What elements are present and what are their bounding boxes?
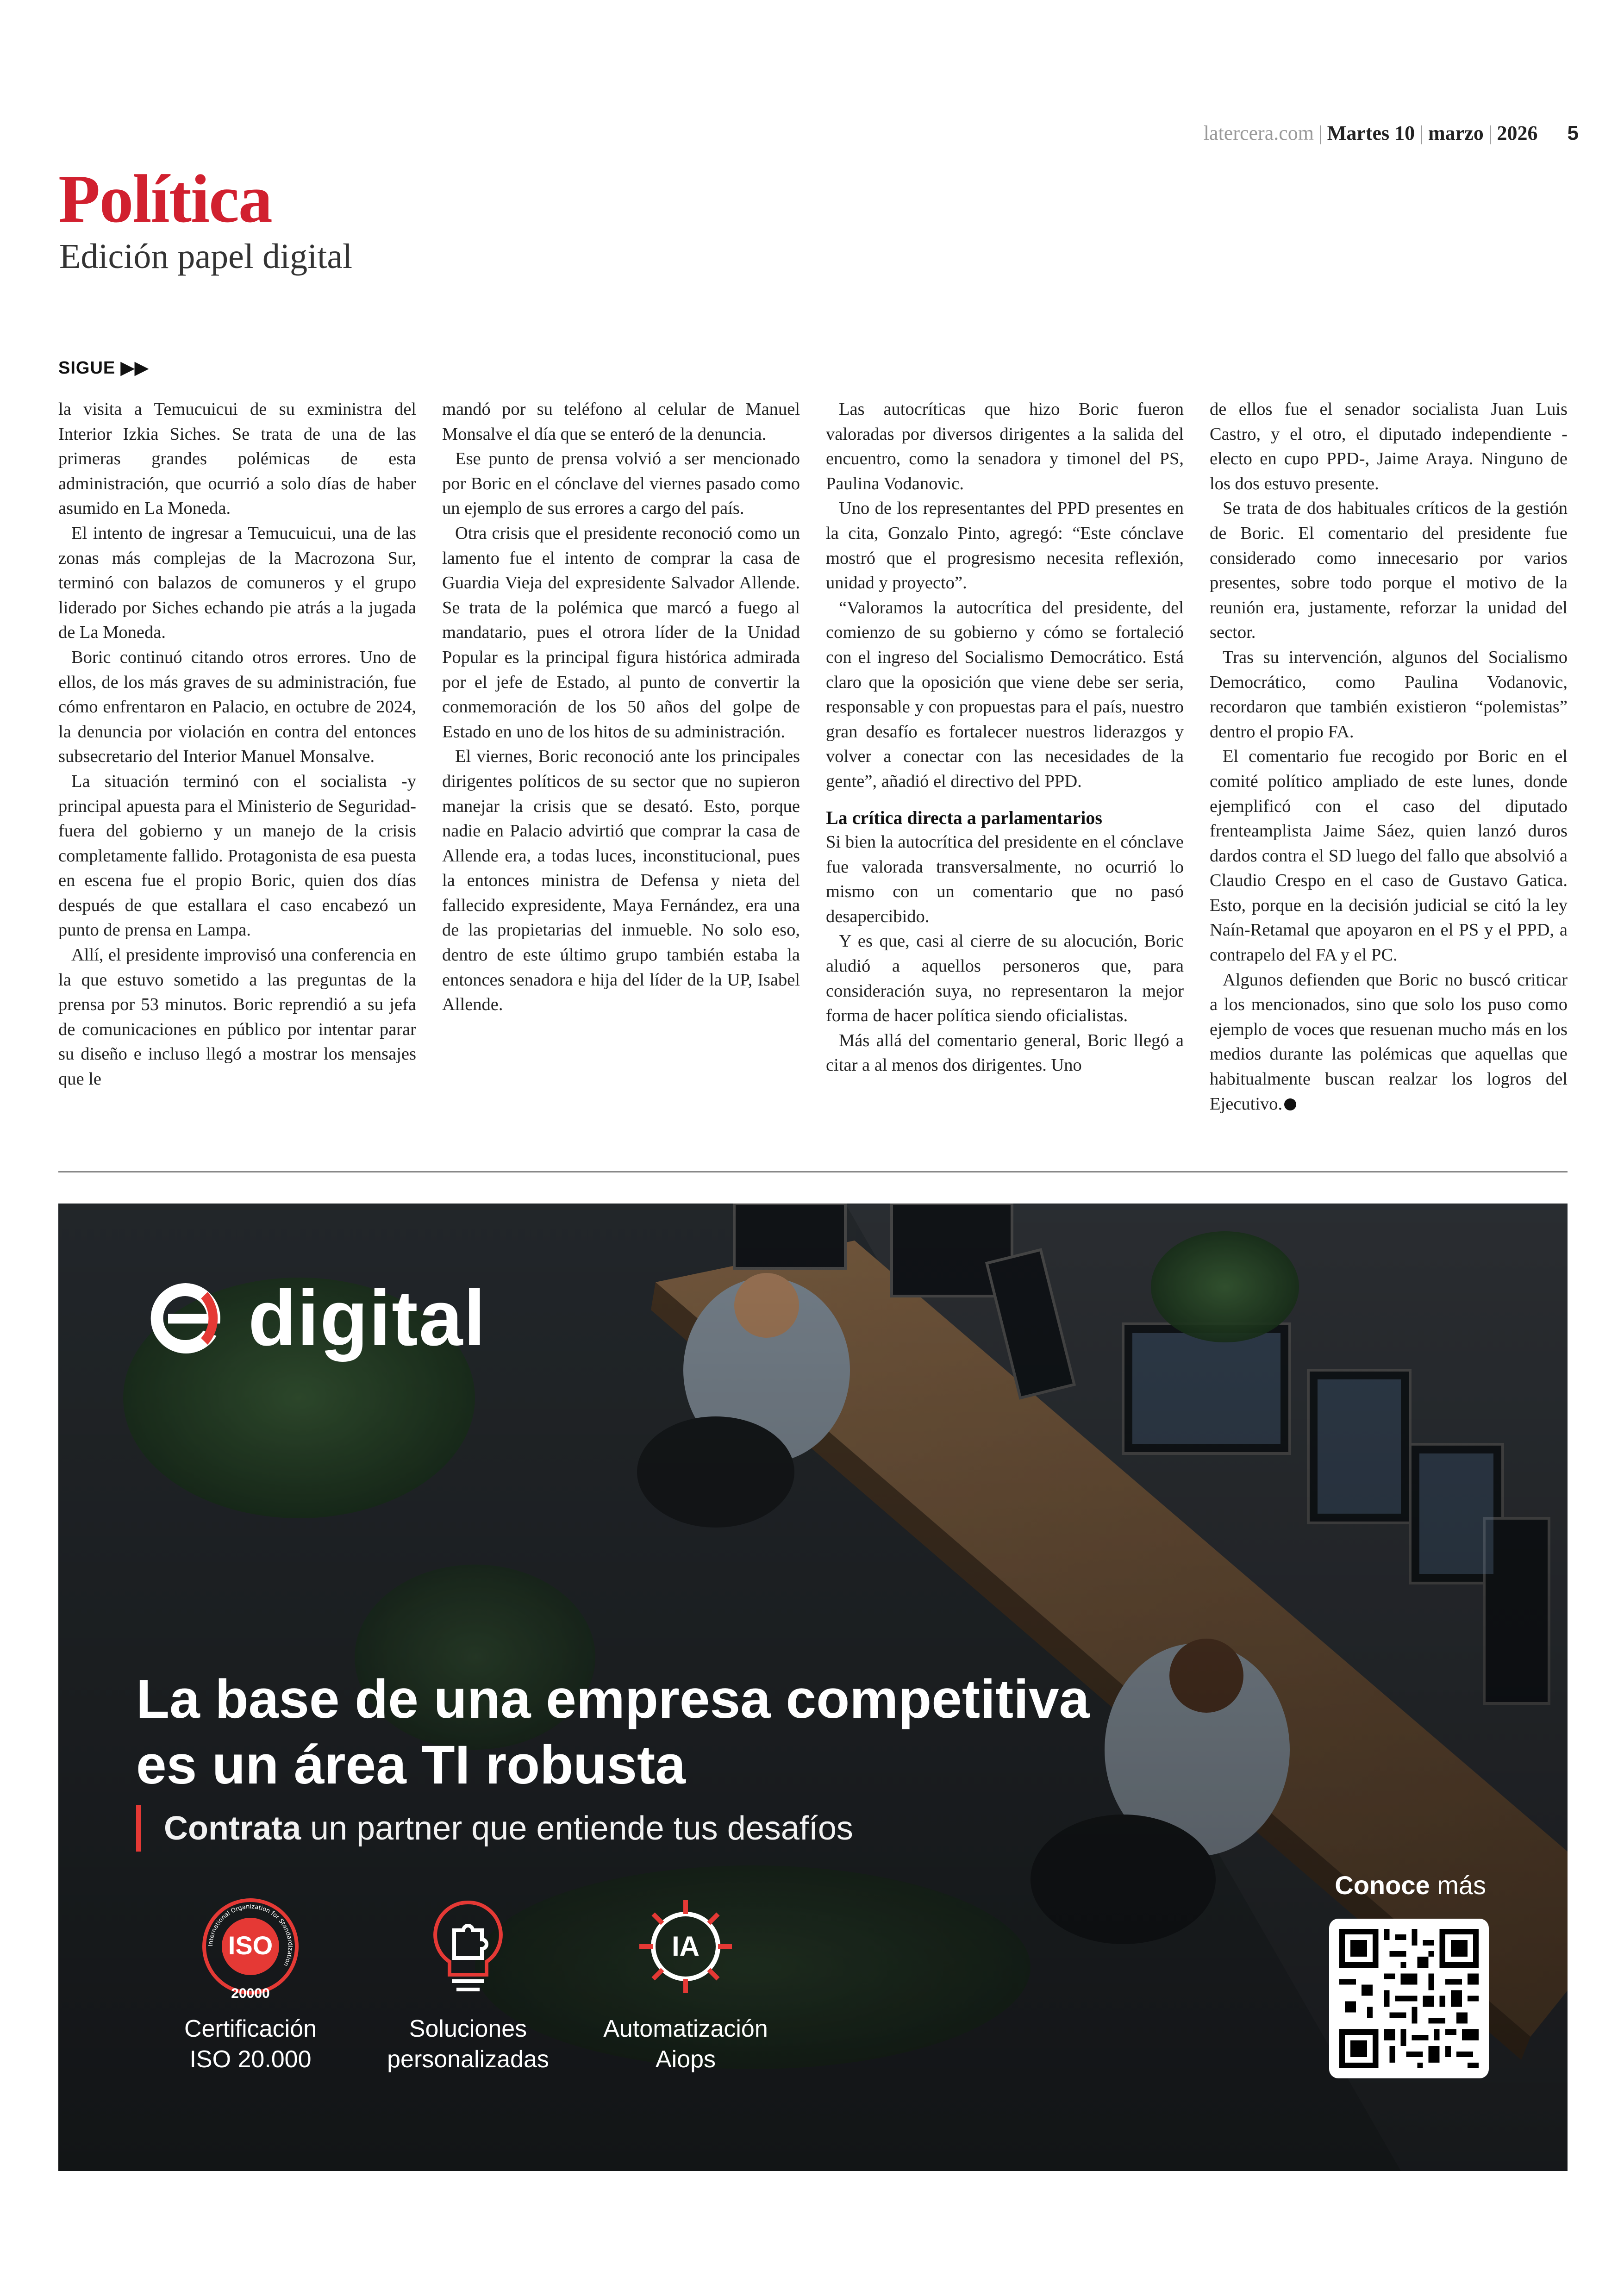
paragraph: El intento de ingresar a Temucuicui, una de las zonas más complejas de la Macrozona Sur, terminó con balazos de comuneros y el grupo liderado por Siches echando pie atrás a la jugada de La Moneda. xyxy=(58,523,416,642)
brand-logo xyxy=(142,1273,487,1364)
advertisement[interactable] xyxy=(58,1204,1568,2171)
ia-text: IA xyxy=(672,1931,700,1962)
paragraph: Más allá del comentario general, Boric llegó a citar a al menos dos dirigentes. Uno xyxy=(826,1030,1184,1075)
page-number: 5 xyxy=(1567,122,1579,144)
paragraph: Uno de los representantes del PPD presentes en la cita, Gonzalo Pinto, agregó: “Este cónclave mostró que el progresismo necesita reflexión, unidad y proyecto”. xyxy=(826,499,1184,593)
paragraph xyxy=(1210,968,1568,1117)
tagline-bold: Contrata xyxy=(164,1810,301,1847)
feature-label xyxy=(359,2014,577,2075)
paragraph: Boric continuó citando otros errores. Uno de ellos, de los más graves de su administración, fue cómo enfrentaron en Palacio, en octubre de 2024, la denuncia por violación en contra del entonces subsecretario del Interior Manuel Monsalve. xyxy=(58,647,416,767)
article-body xyxy=(58,397,1568,1147)
e-logo-icon xyxy=(142,1274,230,1362)
paragraph: Tras su intervención, algunos del Socialismo Democrático, como Paulina Vodanovic, recordaron que también existieron “polemistas” dentro el propio FA. xyxy=(1210,647,1568,742)
feature-label-line: personalizadas xyxy=(387,2046,549,2073)
ad-tagline xyxy=(136,1805,853,1852)
paragraph: Ese punto de prensa volvió a ser mencionado por Boric en el cónclave del viernes pasado como un ejemplo de sus errores a cargo del país. xyxy=(442,449,800,518)
paragraph: Otra crisis que el presidente reconoció como un lamento fue el intento de comprar la casa de Guardia Vieja del expresidente Salvador Allende. Se trata de la polémica que marcó a fuego al mandatario, pues el otrora líder de la Unidad Popular es la principal figura histórica admirada por el jefe de Estado, al punto de convertir la conmemoración de los 50 años del golpe de Estado en uno de los hitos de su administración. xyxy=(442,523,800,742)
end-mark-icon xyxy=(1284,1098,1296,1110)
paragraph: mandó por su teléfono al celular de Manuel Monsalve el día que se enteró de la denuncia. xyxy=(442,399,800,444)
feature-label xyxy=(577,2014,794,2075)
feature-label-line: Certificación xyxy=(184,2015,317,2042)
feature-label xyxy=(142,2014,359,2075)
paragraph: El viernes, Boric reconoció ante los principales dirigentes políticos de su sector que no supieron manejar la crisis que se desató. Esto, porque nadie en Palacio advirtió que comprar la casa de Allende era, a todas luces, inconstitucional, pues la entonces ministra de Defensa y nieta del fallecido expresidente, Maya Fernández, era una de las propietarias del inmueble. No solo eso, dentro de este último grupo también estaba la entonces senadora e hija del líder de la UP, Isabel Allende. xyxy=(442,747,800,1015)
article-column-3 xyxy=(826,397,1184,1147)
article-column-2 xyxy=(442,397,800,1147)
cta-label[interactable] xyxy=(1335,1870,1486,1900)
paragraph-text: Algunos defienden que Boric no buscó criticar a los mencionados, sino que solo los puso como ejemplo de voces que resuenan mucho más en los medios durante las polémicas que aquellas que habitualmente buscan realzar los logros del Ejecutivo. xyxy=(1210,970,1568,1114)
ad-features xyxy=(142,1889,794,2075)
section-subtitle: Edición papel digital xyxy=(59,237,353,276)
tagline-text: un partner que entiende tus desafíos xyxy=(301,1810,853,1847)
paragraph: Se trata de dos habituales críticos de la gestión de Boric. El comentario del presidente fue considerado como innecesario por varios presentes, sobre todo porque el motivo de la reunión era, justamente, reforzar la unidad del sector. xyxy=(1210,499,1568,642)
date-day: Martes 10 xyxy=(1327,122,1415,144)
paragraph: El comentario fue recogido por Boric en el comité político ampliado de este lunes, donde ejemplificó con el caso del diputado frenteamplista Jaime Sáez, quien lanzó duros dardos contra el SD luego del fallo que absolvió a Claudio Crespo en el caso de Gustavo Gatica. Esto, porque en la decisión judicial se citó la ley Naín-Retamal que apoyaron en el PS y el PPD, a contrapelo del FA y el PC. xyxy=(1210,747,1568,965)
lightbulb-puzzle-icon xyxy=(422,1893,514,2000)
paragraph: “Valoramos la autocrítica del presidente, del comienzo de su gobierno y cómo se fortaleció con el ingreso del Socialismo Democrático. Está claro que la oposición que viene debe ser seria, responsable y con propuestas para el país, nuestro gran desafío es fortalecer nuestros liderazgos y volver a conectar con las necesidades de la gente”, añadió el directivo del PPD. xyxy=(826,598,1184,791)
feature-iso xyxy=(142,1889,359,2075)
brand-wordmark: digital xyxy=(248,1274,487,1362)
ad-headline-line-2: es un área TI robusta xyxy=(136,1734,686,1796)
qr-code[interactable] xyxy=(1329,1919,1489,2078)
feature-label-line: ISO 20.000 xyxy=(189,2046,312,2073)
feature-label-line: Aiops xyxy=(655,2046,716,2073)
qr-code-icon xyxy=(1339,1929,1479,2068)
ad-headline xyxy=(136,1666,1089,1798)
article-subheading: La crítica directa a parlamentarios xyxy=(826,807,1102,828)
iso-number: 20000 xyxy=(231,1986,270,2000)
paragraph: Y es que, casi al cierre de su alocución, Boric aludió a aquellos personeros que, para consideración suya, no representaron la mejor forma de hacer política siendo oficialistas. xyxy=(826,931,1184,1026)
paragraph: La situación terminó con el socialista -y principal apuesta para el Ministerio de Seguridad- fuera del gobierno y un manejo de la crisis completamente fallido. Protagonista de esa puesta en escena fue el propio Boric, quien dos días después de que estallara el caso encabezó un punto de prensa en Lampa. xyxy=(58,771,416,940)
ad-headline-line-1: La base de una empresa competitiva xyxy=(136,1669,1090,1730)
section-title: Política xyxy=(58,161,272,237)
site-name: latercera.com xyxy=(1203,122,1314,144)
feature-automation xyxy=(577,1889,794,2075)
date-year: 2026 xyxy=(1497,122,1538,144)
page-folio: latercera.com | Martes 10 | marzo | 2026 5 xyxy=(1203,122,1579,144)
article-column-4 xyxy=(1210,397,1568,1147)
date-month: marzo xyxy=(1428,122,1484,144)
iso-badge-icon xyxy=(197,1893,304,2000)
cta-bold: Conoce xyxy=(1335,1871,1430,1900)
feature-solutions xyxy=(359,1889,577,2075)
iso-ring-text: International Organization for Standardization xyxy=(207,1903,294,1968)
paragraph: Si bien la autocrítica del presidente en el cónclave fue valorada transversalmente, no ocurrió lo mismo con un comentario que no pasó desapercibido. xyxy=(826,832,1184,926)
divider xyxy=(58,1171,1568,1172)
ai-gear-icon xyxy=(632,1893,739,2000)
feature-label-line: Soluciones xyxy=(409,2015,527,2042)
paragraph: de ellos fue el senador socialista Juan Luis Castro, y el otro, el diputado independiente -electo en cupo PPD-, Jaime Araya. Ninguno de los dos estuvo presente. xyxy=(1210,399,1568,493)
continuation-label: SIGUE ▶▶ xyxy=(58,358,149,378)
paragraph: Las autocríticas que hizo Boric fueron valoradas por diversos dirigentes a la salida del encuentro, como la senadora y timonel del PS, Paulina Vodanovic. xyxy=(826,399,1184,493)
paragraph: la visita a Temucuicui de su exministra del Interior Izkia Siches. Se trata de una de las primeras grandes polémicas de esta administración, que ocurrió a solo días de haber asumido en La Moneda. xyxy=(58,399,416,518)
iso-text: ISO xyxy=(228,1931,273,1960)
cta-text: más xyxy=(1430,1871,1486,1900)
article-column-1 xyxy=(58,397,416,1147)
paragraph: Allí, el presidente improvisó una conferencia en la que estuvo sometido a las preguntas de la prensa por 53 minutos. Boric reprendió a su jefa de comunicaciones en público por intentar parar su diseño e incluso llegó a mostrar los mensajes que le xyxy=(58,945,416,1089)
feature-label-line: Automatización xyxy=(603,2015,768,2042)
